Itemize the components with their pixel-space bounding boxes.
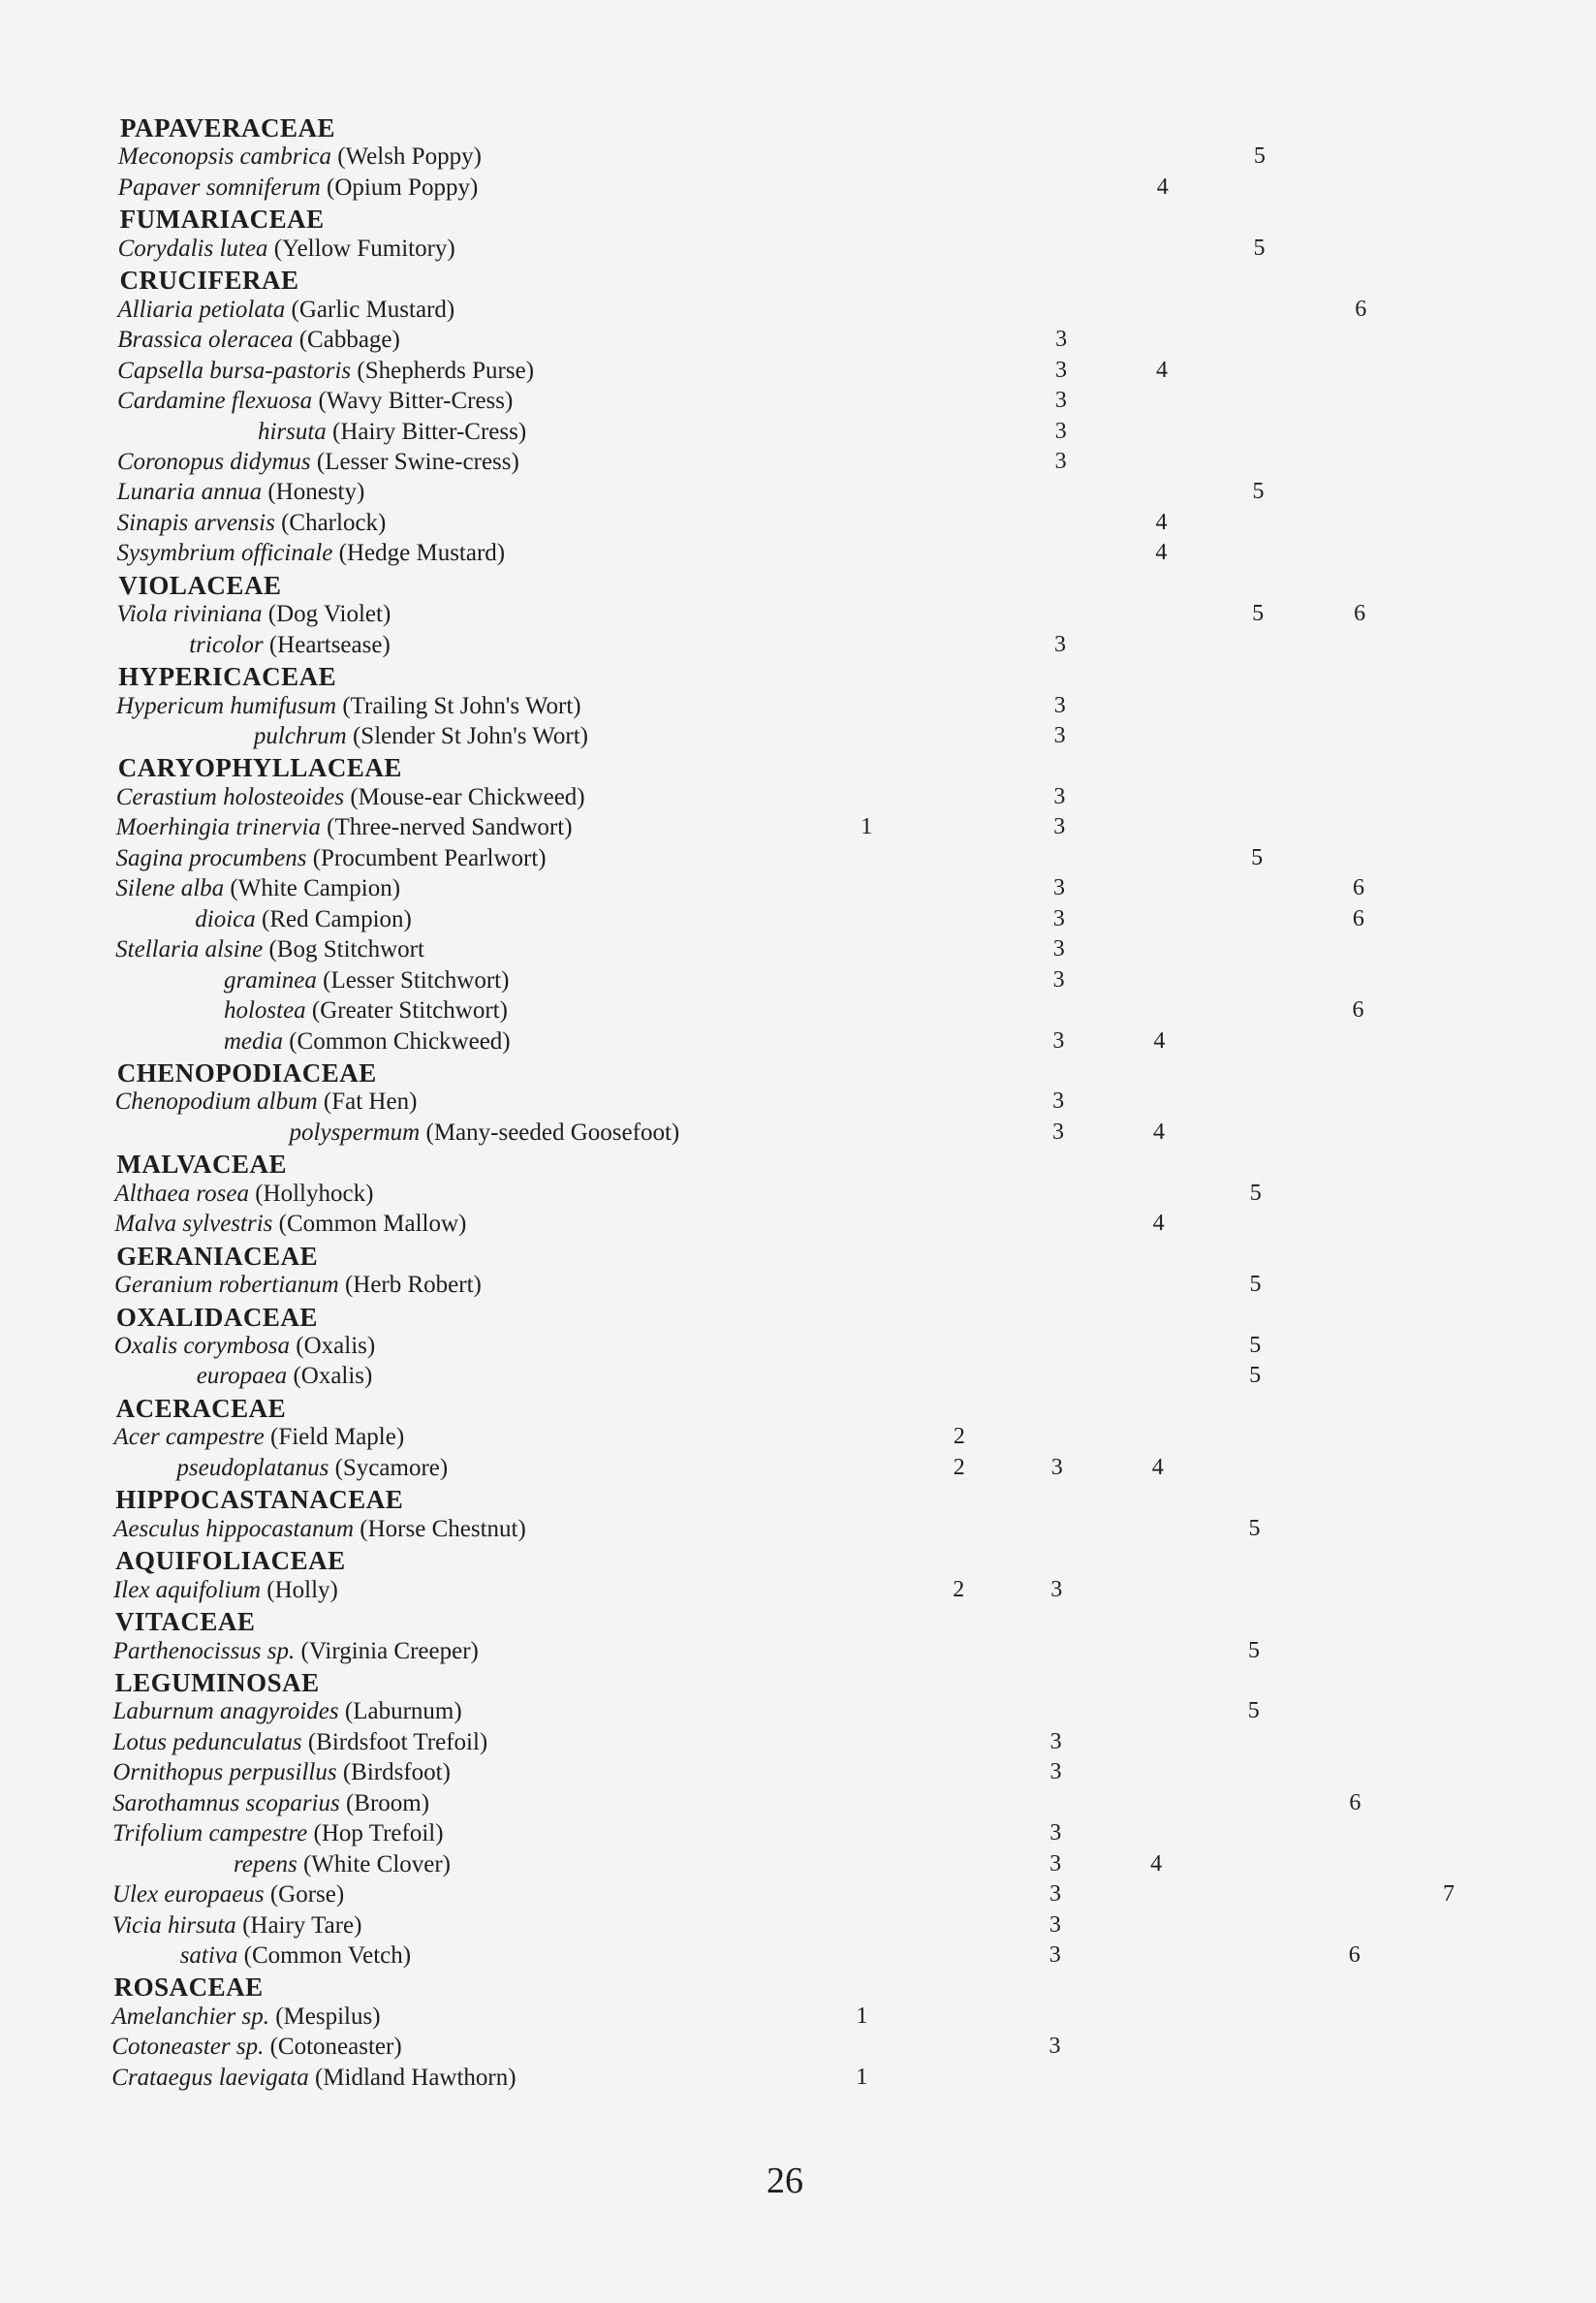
species-name [113,1638,479,1665]
latin-name: dioica [195,905,256,932]
category-value-col-5: 5 [1253,235,1266,261]
category-value-col-3: 3 [1052,1119,1065,1145]
common-name: (Hairy Bitter-Cress) [332,418,527,445]
species-row [0,297,1596,328]
species-name [111,2065,516,2092]
latin-name: Aesculus hippocastanum [113,1515,355,1542]
family-name: VITACEAE [114,1607,256,1637]
category-value-col-3: 3 [1053,783,1066,809]
latin-name: tricolor [189,631,264,658]
latin-name: sativa [179,1942,238,1969]
species-row [0,1088,1596,1120]
latin-name: Vicia hirsuta [111,1911,236,1939]
common-name: (Hedge Mustard) [338,540,506,567]
common-name: (Broom) [345,1789,430,1816]
common-name: (Hollyhock) [255,1180,374,1207]
category-value-col-3: 3 [1048,1911,1061,1938]
latin-name: graminea [224,966,317,994]
species-row [0,601,1596,632]
species-name [117,358,534,385]
species-name [118,174,479,202]
category-value-col-3: 3 [1049,1881,1062,1908]
species-name [224,1028,511,1056]
species-row [0,1759,1596,1790]
species-name [195,906,412,933]
category-value-col-6: 6 [1349,1789,1361,1815]
species-name [117,388,513,415]
common-name: (Red Campion) [262,905,412,932]
category-value-col-3: 3 [1053,631,1066,657]
latin-name: Crataegus laevigata [111,2064,309,2091]
category-value-col-3: 3 [1053,875,1065,901]
species-name [112,1912,362,1940]
latin-name: Lotus pedunculatus [112,1728,302,1755]
common-name: (Laburnum) [344,1698,462,1725]
species-row [0,327,1596,358]
family-name: VIOLACEAE [118,570,282,600]
latin-name: Ornithopus perpusillus [112,1759,337,1786]
common-name: (Trailing St John's Wort) [342,692,581,719]
category-value-col-3: 3 [1052,1088,1065,1115]
latin-name: Papaver somniferum [117,174,321,201]
species-row [0,419,1596,450]
common-name: (Welsh Poppy) [337,143,482,171]
common-name: (Wavy Bitter-Cress) [318,388,514,415]
species-name [117,297,454,324]
latin-name: Meconopsis cambrica [117,143,331,171]
latin-name: Malva sylvestris [114,1211,273,1238]
common-name: (Mespilus) [275,2003,381,2030]
species-name [117,540,506,567]
species-row [0,143,1596,174]
latin-name: Laburnum anagyroides [112,1698,339,1725]
family-name: LEGUMINOSAE [114,1667,320,1697]
category-value-col-5: 5 [1247,1698,1260,1724]
species-row [0,358,1596,389]
category-value-col-3: 3 [1054,388,1067,414]
species-name [113,1577,338,1604]
family-row [0,1242,1596,1273]
family-row [0,571,1596,602]
category-value-col-4: 4 [1155,540,1168,566]
species-row [0,1820,1596,1851]
species-name [258,419,526,446]
category-value-col-5: 5 [1249,1333,1262,1358]
species-name [117,510,387,537]
latin-name: europaea [196,1363,288,1390]
species-row [0,1729,1596,1760]
species-row [0,1577,1596,1608]
species-name [180,1942,411,1970]
family-name: FUMARIACEAE [119,205,325,235]
latin-name: Sagina procumbens [115,844,307,871]
latin-name: Coronopus didymus [116,448,311,475]
species-name [234,1851,451,1878]
family-row [0,1485,1596,1516]
latin-name: Cerastium holosteoides [115,783,345,810]
species-row [0,723,1596,754]
common-name: (Birdsfoot Trefoil) [307,1728,488,1755]
species-name [116,814,573,841]
species-row [0,906,1596,937]
species-row [0,174,1596,205]
species-row [0,814,1596,845]
category-value-col-4: 4 [1156,357,1169,383]
species-row [0,1912,1596,1943]
common-name: (Sycamore) [334,1454,449,1481]
common-name: (White Clover) [302,1850,452,1877]
species-name [115,1088,418,1116]
latin-name: Stellaria alsine [115,936,264,963]
category-value-col-5: 5 [1252,479,1265,505]
family-row [0,205,1596,236]
species-name [115,936,424,963]
species-row [0,632,1596,663]
family-name: HIPPOCASTANACEAE [115,1485,404,1515]
category-value-col-4: 4 [1153,1027,1166,1054]
common-name: (Cotoneaster) [269,2034,402,2061]
common-name: (Common Vetch) [243,1942,412,1969]
species-name [112,1759,451,1786]
species-row [0,875,1596,906]
latin-name: Sinapis arvensis [116,509,275,536]
category-value-col-2: 2 [953,1576,965,1602]
latin-name: pseudoplatanus [176,1454,329,1481]
category-value-col-6: 6 [1352,997,1364,1024]
page-number: 26 [767,2161,803,2201]
latin-name: Oxalis corymbosa [113,1333,291,1359]
latin-name: Cotoneaster sp. [111,2034,265,2061]
common-name: (Lesser Swine-cress) [316,448,519,475]
category-value-col-4: 4 [1152,1211,1165,1237]
family-row [0,1303,1596,1334]
latin-name: Amelanchier sp. [111,2003,269,2030]
species-name [117,479,365,506]
species-row [0,1120,1596,1151]
species-row [0,2065,1596,2096]
family-name: OXALIDACEAE [115,1302,318,1332]
category-value-col-6: 6 [1353,875,1364,901]
latin-name: polyspermum [289,1119,421,1146]
latin-name: Sarothamnus scoparius [112,1789,340,1816]
latin-name: media [223,1027,283,1055]
latin-name: Cardamine flexuosa [117,388,313,415]
species-name [118,236,455,263]
common-name: (Opium Poppy) [327,174,479,201]
common-name: (Fat Hen) [323,1088,418,1116]
category-value-col-3: 3 [1048,1942,1061,1968]
latin-name: Lunaria annua [116,479,263,506]
category-value-col-3: 3 [1052,936,1065,962]
common-name: (Greater Stitchwort) [311,997,508,1025]
species-row [0,1272,1596,1303]
category-value-col-5: 5 [1249,1180,1262,1206]
category-value-col-4: 4 [1150,1850,1163,1877]
family-row [0,1972,1596,2003]
species-name [254,723,588,750]
species-name [114,1211,466,1238]
category-value-col-1: 1 [856,2003,868,2029]
family-name: MALVACEAE [116,1150,287,1180]
latin-name: Althaea rosea [114,1180,249,1207]
species-row [0,449,1596,480]
species-row [0,845,1596,876]
species-row [0,997,1596,1028]
category-value-col-3: 3 [1055,357,1068,383]
latin-name: Brassica oleracea [117,327,294,354]
family-row [0,1058,1596,1089]
species-name [117,327,400,354]
latin-name: Ilex aquifolium [112,1576,262,1603]
species-row [0,1363,1596,1394]
species-name [111,2003,380,2031]
category-value-col-4: 4 [1151,1454,1164,1480]
latin-name: Alliaria petiolata [117,296,286,323]
common-name: (Garlic Mustard) [291,296,455,323]
species-name [113,1424,404,1451]
common-name: (Gorse) [269,1881,345,1909]
category-value-col-2: 2 [953,1454,965,1480]
category-value-col-3: 3 [1055,327,1068,353]
common-name: (Hairy Tare) [242,1911,362,1939]
species-name [224,967,509,994]
category-value-col-1: 1 [861,814,873,840]
category-value-col-6: 6 [1355,296,1367,322]
species-row [0,1698,1596,1729]
family-row [0,1668,1596,1699]
common-name: (Midland Hawthorn) [314,2064,516,2091]
species-row [0,936,1596,967]
category-value-col-3: 3 [1052,1027,1065,1054]
species-name [115,875,400,902]
category-value-col-2: 2 [953,1424,965,1450]
latin-name: Acer campestre [113,1424,265,1451]
species-row [0,1424,1596,1455]
family-name: HYPERICACEAE [118,662,337,692]
species-name [113,1698,462,1725]
species-row [0,1638,1596,1669]
common-name: (Oxalis) [296,1333,376,1359]
family-row [0,113,1596,144]
common-name: (Virginia Creeper) [300,1637,479,1664]
species-name [114,1272,482,1299]
category-value-col-3: 3 [1053,692,1066,718]
species-row [0,784,1596,815]
latin-name: Ulex europaeus [111,1881,265,1909]
species-row [0,510,1596,541]
latin-name: Capsella bursa-pastoris [117,357,352,384]
species-name [197,1363,373,1390]
common-name: (Birdsfoot) [342,1759,451,1786]
latin-name: repens [234,1850,297,1877]
family-name: CARYOPHYLLACEAE [117,753,402,783]
category-value-col-6: 6 [1354,601,1366,627]
common-name: (Slender St John's Wort) [352,723,588,749]
family-name: CHENOPODIACEAE [116,1057,377,1088]
family-row [0,1394,1596,1425]
latin-name: Hypericum humifusum [116,692,337,719]
species-name [224,997,508,1025]
common-name: (Cabbage) [298,327,400,354]
category-value-col-3: 3 [1053,814,1066,840]
category-value-col-3: 3 [1049,1728,1062,1754]
category-value-col-5: 5 [1248,1515,1261,1541]
species-row [0,236,1596,267]
latin-name: Moerhingia trinervia [115,814,321,841]
category-value-col-3: 3 [1052,966,1065,993]
species-name [111,2034,401,2061]
common-name: (Procumbent Pearlwort) [312,844,547,871]
species-name [114,1333,375,1360]
category-value-col-5: 5 [1249,1272,1262,1298]
species-row [0,1942,1596,1973]
common-name: (Oxalis) [293,1363,373,1390]
category-value-col-5: 5 [1251,844,1264,870]
category-value-col-5: 5 [1252,601,1265,627]
latin-name: Corydalis lutea [117,235,268,262]
common-name: (Holly) [266,1576,338,1603]
family-row [0,266,1596,297]
species-row [0,1455,1596,1486]
species-row [0,388,1596,419]
species-row [0,2003,1596,2035]
species-row [0,479,1596,510]
category-value-col-3: 3 [1050,1576,1063,1602]
species-row [0,1333,1596,1364]
category-value-col-1: 1 [856,2064,868,2090]
common-name: (Field Maple) [270,1424,405,1451]
species-name [117,449,519,476]
species-name [112,1729,487,1756]
category-value-col-6: 6 [1348,1942,1361,1968]
common-name: (Dog Violet) [267,601,391,628]
species-name [189,632,391,659]
category-value-col-4: 4 [1153,1119,1166,1145]
latin-name: Viola riviniana [116,601,263,628]
species-row [0,1181,1596,1212]
species-row [0,967,1596,998]
species-row [0,1790,1596,1821]
common-name: (Shepherds Purse) [357,357,535,384]
family-row [0,1607,1596,1638]
family-row [0,1150,1596,1181]
species-name [116,693,581,720]
common-name: (Many-seeded Goosefoot) [425,1119,680,1146]
category-value-col-3: 3 [1053,723,1066,748]
category-value-col-3: 3 [1050,1454,1063,1480]
category-value-col-3: 3 [1049,1850,1062,1877]
species-row [0,540,1596,571]
species-name [118,143,482,171]
latin-name: Geranium robertianum [114,1272,339,1299]
common-name: (Bog Stitchwort [268,936,424,963]
common-name: (White Campion) [230,875,401,902]
species-name [112,1790,429,1817]
category-value-col-3: 3 [1052,905,1065,931]
category-value-col-5: 5 [1249,1363,1262,1389]
latin-name: Chenopodium album [114,1088,318,1116]
latin-name: pulchrum [253,723,347,749]
species-name [112,1820,443,1847]
family-name: ROSACEAE [113,1972,264,2003]
family-row [0,1546,1596,1577]
species-row [0,693,1596,724]
common-name: (Common Chickweed) [289,1027,511,1055]
latin-name: Parthenocissus sp. [112,1637,296,1664]
latin-name: hirsuta [257,418,327,445]
species-name [112,1881,344,1909]
family-row [0,753,1596,784]
species-name [116,601,391,628]
family-name: PAPAVERACEAE [120,113,336,142]
species-row [0,1516,1596,1547]
common-name: (Mouse-ear Chickweed) [350,783,585,810]
category-value-col-3: 3 [1049,1759,1062,1785]
latin-name: holostea [223,997,306,1025]
category-value-col-3: 3 [1054,448,1067,474]
species-name [290,1120,680,1147]
family-name: CRUCIFERAE [119,266,299,296]
common-name: (Yellow Fumitory) [273,235,455,262]
category-value-col-6: 6 [1352,905,1364,931]
common-name: (Heartsease) [268,631,391,658]
family-name: ACERACEAE [115,1393,287,1423]
species-name [113,1516,526,1543]
common-name: (Three-nerved Sandwort) [327,814,573,841]
common-name: (Lesser Stitchwort) [323,966,510,994]
category-value-col-3: 3 [1049,1820,1062,1846]
category-value-col-5: 5 [1253,143,1266,170]
species-row [0,1881,1596,1912]
family-name: GERANIACEAE [116,1241,319,1271]
species-name [116,784,585,811]
family-name: AQUIFOLIACEAE [115,1546,346,1576]
common-name: (Honesty) [267,479,365,506]
category-value-col-3: 3 [1054,418,1067,444]
category-value-col-7: 7 [1443,1881,1455,1908]
common-name: (Herb Robert) [344,1272,482,1299]
species-name [114,1181,373,1208]
common-name: (Hop Trefoil) [313,1820,444,1847]
category-value-col-4: 4 [1156,174,1169,200]
common-name: (Common Mallow) [278,1211,467,1238]
latin-name: Sysymbrium officinale [116,540,333,567]
category-value-col-4: 4 [1155,509,1168,535]
species-row [0,1211,1596,1242]
species-name [115,845,546,872]
latin-name: Silene alba [115,875,225,902]
category-value-col-5: 5 [1248,1637,1260,1663]
species-row [0,1028,1596,1059]
species-row [0,1851,1596,1882]
family-row [0,662,1596,693]
species-row [0,2034,1596,2065]
common-name: (Horse Chestnut) [360,1515,526,1542]
common-name: (Charlock) [281,509,387,536]
latin-name: Trifolium campestre [112,1820,308,1847]
species-name [176,1455,448,1482]
category-value-col-3: 3 [1048,2034,1061,2060]
